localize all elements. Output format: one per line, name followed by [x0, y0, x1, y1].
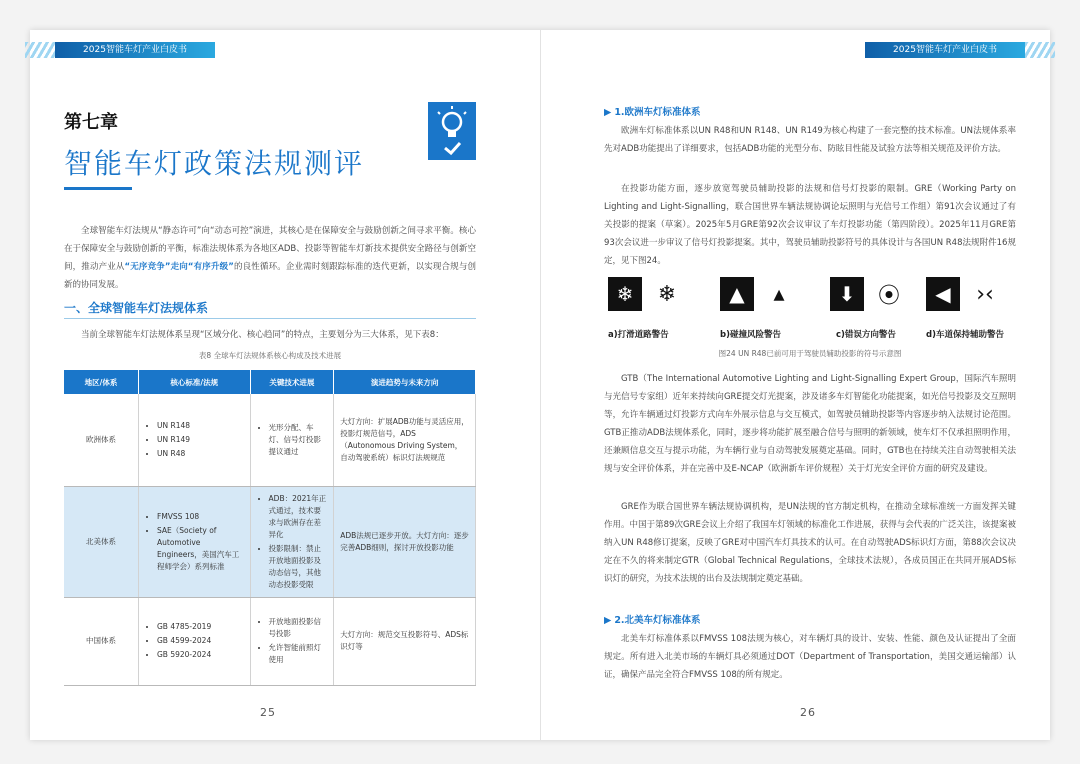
lightbulb-check-icon	[428, 102, 476, 160]
heading-europe	[604, 104, 701, 118]
collision-icon: ▲	[720, 277, 754, 311]
running-header-left	[55, 42, 215, 58]
paragraph: GRE作为联合国世界车辆法规协调机构，是UN法规的官方制定机构，在推动全球标准统一方面发挥关键作用。中国于第89次GRE会议上介绍了我国车灯领域的标准化工作进展，获得与会代表的广泛关注，该提案被纳入UN R48修订提案，反映了GRE对中国汽车灯具技术的认可。在自动驾驶ADS标识灯方面，第88次会议决定在不久的将来制定GTR（Global Technical Regulations，全球技术法规），各成员国正在共同开展ADS标识灯的研究，为技术法规的出台及法规制定奠定基础。	[604, 502, 1016, 584]
progress-cell	[250, 597, 334, 685]
standards-cell	[139, 597, 251, 685]
table-header: 演进趋势与未来方向	[334, 370, 476, 394]
progress-item: • 光形分配、车灯、信号灯投影提议通过	[269, 422, 328, 458]
trend-cell: ADB法规已逐步开放。大灯方向：逐步完善ADB细则，探讨开放投影功能	[334, 486, 476, 597]
intro-paragraph	[64, 222, 476, 294]
title-underline	[64, 187, 132, 190]
page-number-right: 26	[800, 706, 816, 719]
intro-text: 全球智能车灯法规从“静态许可”向“动态可控”演进，其核心是在保障安全与鼓励创新之间寻求平衡。核心在于保障安全与鼓励创新的平衡，标准法规体系为各地区ADB、投影等智能车灯新技术提供安全路径与创新空间，推动产业从	[64, 226, 476, 272]
standards-table	[64, 370, 476, 686]
intro-highlight-2: “有序升级”	[187, 262, 234, 272]
section-intro: 当前全球智能车灯法规体系呈现“区域分化、核心趋同”的特点，主要划分为三大体系，见下表8：	[81, 330, 444, 340]
progress-cell	[250, 486, 334, 597]
table-caption: 表8 全球车灯法规体系核心构成及技术进展	[198, 351, 342, 360]
heading-europe-text: 1.欧洲车灯标准体系	[614, 107, 701, 118]
table-row	[64, 597, 476, 685]
standards-cell	[139, 394, 251, 486]
figure-caption: 图24 UN R48已前可用于驾驶员辅助投影的符号示意图	[718, 349, 902, 358]
running-header-text: 2025智能车灯产业白皮书	[893, 45, 997, 55]
standard-item: • GB 5920-2024	[157, 649, 244, 661]
table-header: 核心标准/法规	[139, 370, 251, 394]
region-cell: 北美体系	[64, 486, 139, 597]
wrong-way-icon: ⦿	[877, 283, 900, 309]
progress-cell	[250, 394, 334, 486]
page-gutter	[540, 30, 541, 740]
standard-item: • UN R149	[157, 434, 244, 446]
progress-item: • 允许智能前照灯使用	[269, 642, 328, 666]
standard-item: • UN R148	[157, 420, 244, 432]
trend-cell: 大灯方向：规范交互投影符号、ADS标识灯等	[334, 597, 476, 685]
signal-label: c)错误方向警告	[836, 330, 896, 340]
collision-icon: ▴	[773, 281, 785, 307]
progress-item: • 投影限制：禁止开放地面投影及动态信号，其他动态投影受限	[269, 543, 328, 591]
standard-item: • FMVSS 108	[157, 511, 244, 523]
snowflake-icon: ❄	[608, 277, 642, 311]
paragraph: 在投影功能方面，逐步放宽驾驶员辅助投影的法规和信号灯投影的限制。GRE（Working Party on Lighting and Light-Signalling，联合国世界车辆法规协调论坛照明与光信号工作组）第91次会议通过了有关投影的提案（草案）。2025年5月GRE第92次会议审议了车灯投影功能（第四阶段）。2025年11月GRE第93次会议进一步审议了信号灯投影提案。其中，驾驶员辅助投影符号的具体设计与各国UN R48法规附件16规定，见下图24。	[604, 184, 1016, 266]
wrong-way-icon: ⬇	[830, 277, 864, 311]
standard-item: • SAE（Society of Automotive Engineers，美国汽车工程师学会）系列标准	[157, 525, 244, 573]
intro-end-text: 的良性循环。企业需时刻跟踪标准的迭代更新，以实现合规与创新的协同发展。	[64, 262, 476, 290]
region-cell: 中国体系	[64, 597, 139, 685]
signal-label: d)车道保持辅助警告	[926, 330, 1004, 340]
chapter-label: 第七章	[64, 112, 118, 133]
paragraph: 北美车灯标准体系以FMVSS 108法规为核心，对车辆灯具的设计、安装、性能、颜色及认证提出了全面规定。所有进入北美市场的车辆灯具必须通过DOT（Department of Transportation，美国交通运输部）认证，确保产品完全符合FMVSS 108的所有规定。	[604, 634, 1016, 680]
snowflake-icon: ❄	[657, 281, 677, 307]
table-header: 地区/体系	[64, 370, 139, 394]
table-header-row	[64, 370, 476, 394]
section-heading-global: 一、全球智能车灯法规体系	[64, 301, 209, 315]
chapter-title: 智能车灯政策法规测评	[64, 147, 365, 180]
running-header-right	[865, 42, 1025, 58]
table-row	[64, 486, 476, 597]
signal-label: b)碰撞风险警告	[720, 330, 781, 340]
header-stripes	[25, 42, 55, 58]
intro-highlight-1: “无序竞争”	[124, 262, 171, 272]
triangle-bullet-icon: ▶	[604, 615, 612, 626]
intro-connector: 走向	[170, 262, 188, 272]
book-spread	[30, 30, 1050, 740]
header-stripes	[1025, 42, 1055, 58]
table-header: 关键技术进展	[250, 370, 334, 394]
running-header-text: 2025智能车灯产业白皮书	[83, 45, 187, 55]
standard-item: • GB 4785-2019	[157, 621, 244, 633]
paragraph: GTB（The International Automotive Lighting and Light-Signalling Expert Group，国际汽车照明与光信号专家组）近年来持续向GRE提交灯光提案，涉及诸多车灯智能化功能提案，如光信号投影及交互照明等，允许车辆通过灯投影方式向车外展示信息与交互模式，如驾驶员辅助投影等内容逐步纳入法规讨论范围。GTB正推动ADB法规体系化，同时，逐步将功能扩展至融合信号与照明的新领域，使车灯不仅承担照明作用，还兼顾信息交互与提示功能，为车辆行业与自动驾驶发展奠定基础。同时，GTB也在持续关注自动驾驶相关法规与安全评价体系，并在完善中及E-NCAP（欧洲新车评价规程）关于灯光安全评价方面的研究及建设。	[604, 374, 1016, 474]
paragraph: 欧洲车灯标准体系以UN R48和UN R148、UN R149为核心构建了一套完整的技术标准。UN法规体系率先对ADB功能提出了详细要求，包括ADB功能的光型分布、防眩目性能及试验方法等相关规范及评价方法。	[604, 126, 1016, 154]
lane-keep-icon: ›‹	[976, 281, 994, 307]
lane-keep-icon: ◀	[926, 277, 960, 311]
heading-north-america	[604, 612, 701, 626]
progress-item: • 开放地面投影信号投影	[269, 616, 328, 640]
table-row	[64, 394, 476, 486]
region-cell: 欧洲体系	[64, 394, 139, 486]
standards-cell	[139, 486, 251, 597]
trend-cell: 大灯方向：扩展ADB功能与灵活应用，投影灯规范信号，ADS（Autonomous Driving System，自动驾驶系统）标识灯法规规范	[334, 394, 476, 486]
signal-label: a)打滑道路警告	[608, 330, 669, 340]
standard-item: • GB 4599-2024	[157, 635, 244, 647]
standard-item: • UN R48	[157, 448, 244, 460]
progress-item: • ADB：2021年正式通过，技术要求与欧洲存在差异化	[269, 493, 328, 541]
section-rule	[64, 318, 476, 319]
triangle-bullet-icon: ▶	[604, 107, 612, 118]
page-number-left: 25	[260, 706, 276, 719]
heading-north-america-text: 2.北美车灯标准体系	[614, 615, 701, 626]
